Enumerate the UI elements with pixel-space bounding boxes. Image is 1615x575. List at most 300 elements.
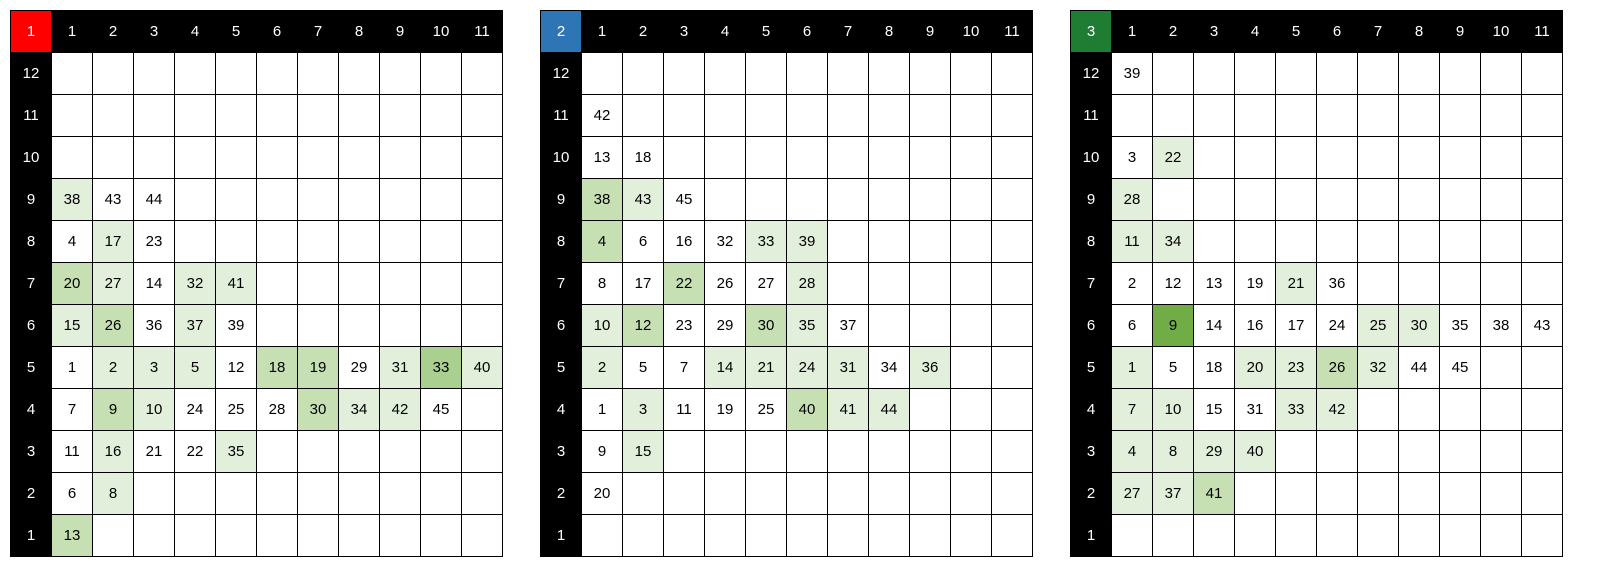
grid-cell bbox=[462, 221, 503, 263]
grid-cell bbox=[257, 137, 298, 179]
grid-cell bbox=[869, 179, 910, 221]
row-header: 12 bbox=[541, 53, 582, 95]
grid-cell: 4 bbox=[52, 221, 93, 263]
grid-cell bbox=[1317, 137, 1358, 179]
column-header: 10 bbox=[421, 11, 462, 53]
grid-cell bbox=[1235, 137, 1276, 179]
grid-cell: 12 bbox=[623, 305, 664, 347]
grid-cell bbox=[1522, 137, 1563, 179]
grid-cell bbox=[664, 95, 705, 137]
column-header-row bbox=[1071, 11, 1563, 53]
grid-cell bbox=[52, 137, 93, 179]
grid-cell: 26 bbox=[705, 263, 746, 305]
grid-cell bbox=[992, 137, 1033, 179]
row-header: 10 bbox=[541, 137, 582, 179]
grid-cell: 9 bbox=[93, 389, 134, 431]
grid-cell bbox=[380, 53, 421, 95]
grid-cell bbox=[746, 95, 787, 137]
grid-cell bbox=[746, 53, 787, 95]
grid-cell bbox=[1440, 473, 1481, 515]
grid-cell bbox=[746, 473, 787, 515]
grid-cell bbox=[623, 515, 664, 557]
grid-cell bbox=[134, 515, 175, 557]
column-header: 7 bbox=[828, 11, 869, 53]
grid-cell: 42 bbox=[380, 389, 421, 431]
grid-cell: 38 bbox=[52, 179, 93, 221]
grid-cell bbox=[339, 515, 380, 557]
row-header: 11 bbox=[1071, 95, 1112, 137]
grid-cell bbox=[1276, 53, 1317, 95]
grid-cell: 1 bbox=[582, 389, 623, 431]
grid-row bbox=[1071, 431, 1563, 473]
grid-cell bbox=[951, 389, 992, 431]
grid-cell bbox=[992, 389, 1033, 431]
grid-cell bbox=[1399, 473, 1440, 515]
grid-cell bbox=[992, 179, 1033, 221]
grid-cell bbox=[910, 515, 951, 557]
grid-cell bbox=[869, 137, 910, 179]
grid-cell bbox=[746, 515, 787, 557]
grid-cell: 42 bbox=[582, 95, 623, 137]
grid-cell bbox=[992, 95, 1033, 137]
grid-cell: 45 bbox=[664, 179, 705, 221]
row-header: 12 bbox=[1071, 53, 1112, 95]
row-header: 3 bbox=[541, 431, 582, 473]
column-header: 4 bbox=[705, 11, 746, 53]
grid-cell bbox=[1399, 95, 1440, 137]
column-header: 3 bbox=[1194, 11, 1235, 53]
grid-cell bbox=[1399, 137, 1440, 179]
column-header: 2 bbox=[93, 11, 134, 53]
grid-row bbox=[541, 515, 1033, 557]
grid-cell bbox=[1317, 53, 1358, 95]
grid-cell: 16 bbox=[1235, 305, 1276, 347]
grid-cell bbox=[1358, 263, 1399, 305]
grid-cell bbox=[705, 53, 746, 95]
column-header: 3 bbox=[664, 11, 705, 53]
grid-cell bbox=[828, 263, 869, 305]
grid-cell: 45 bbox=[421, 389, 462, 431]
column-header: 4 bbox=[175, 11, 216, 53]
row-header: 4 bbox=[541, 389, 582, 431]
grid-cell bbox=[705, 95, 746, 137]
grid-cell bbox=[421, 473, 462, 515]
grid-cell: 8 bbox=[582, 263, 623, 305]
row-header: 11 bbox=[541, 95, 582, 137]
column-header: 5 bbox=[746, 11, 787, 53]
grid-cell bbox=[298, 263, 339, 305]
grid-cell bbox=[298, 221, 339, 263]
grid-cell: 35 bbox=[216, 431, 257, 473]
grid-cell bbox=[298, 431, 339, 473]
grid-row bbox=[11, 473, 503, 515]
grid-cell: 2 bbox=[93, 347, 134, 389]
grid-cell bbox=[298, 473, 339, 515]
column-header: 11 bbox=[1522, 11, 1563, 53]
grid-cell: 23 bbox=[1276, 347, 1317, 389]
grid-cell bbox=[134, 473, 175, 515]
grid-cell bbox=[462, 305, 503, 347]
row-header: 9 bbox=[541, 179, 582, 221]
grid-cell bbox=[664, 137, 705, 179]
grid-cell bbox=[787, 53, 828, 95]
grid-cell bbox=[664, 53, 705, 95]
grid-cell bbox=[1399, 515, 1440, 557]
grid-cell: 32 bbox=[175, 263, 216, 305]
column-header: 8 bbox=[339, 11, 380, 53]
grid-cell: 43 bbox=[93, 179, 134, 221]
grid-cell bbox=[951, 515, 992, 557]
grid-cell: 36 bbox=[134, 305, 175, 347]
grid-cell: 22 bbox=[664, 263, 705, 305]
row-header: 6 bbox=[1071, 305, 1112, 347]
grid-cell bbox=[910, 179, 951, 221]
grid-cell bbox=[339, 137, 380, 179]
grid-cell bbox=[951, 347, 992, 389]
grid-cell: 32 bbox=[1358, 347, 1399, 389]
grid-cell bbox=[910, 473, 951, 515]
grid-row bbox=[1071, 473, 1563, 515]
column-header: 8 bbox=[869, 11, 910, 53]
column-header: 6 bbox=[1317, 11, 1358, 53]
grid-cell: 18 bbox=[1194, 347, 1235, 389]
grid-cell: 22 bbox=[1153, 137, 1194, 179]
row-header: 9 bbox=[11, 179, 52, 221]
grid-cell bbox=[746, 179, 787, 221]
grid-cell: 15 bbox=[52, 305, 93, 347]
grid-row bbox=[11, 179, 503, 221]
grid-cell bbox=[1399, 53, 1440, 95]
grid-cell: 39 bbox=[216, 305, 257, 347]
grid-cell: 42 bbox=[1317, 389, 1358, 431]
grid-cell bbox=[380, 305, 421, 347]
grid-cell bbox=[339, 473, 380, 515]
grid-cell bbox=[869, 221, 910, 263]
grid-cell bbox=[664, 473, 705, 515]
grid-cell bbox=[623, 473, 664, 515]
grid-cell bbox=[1276, 179, 1317, 221]
grid-cell: 17 bbox=[93, 221, 134, 263]
grid-row bbox=[541, 389, 1033, 431]
grid-cell bbox=[1481, 515, 1522, 557]
grid-cell bbox=[298, 53, 339, 95]
grid-cell bbox=[380, 137, 421, 179]
grid-cell bbox=[1235, 95, 1276, 137]
grid-cell: 7 bbox=[52, 389, 93, 431]
grid-cell: 44 bbox=[1399, 347, 1440, 389]
grid-cell bbox=[869, 95, 910, 137]
grid-cell bbox=[951, 263, 992, 305]
grid-cell bbox=[1112, 95, 1153, 137]
grid-cell: 13 bbox=[52, 515, 93, 557]
grid-cell bbox=[216, 137, 257, 179]
grid-cell: 16 bbox=[93, 431, 134, 473]
grid-cell: 5 bbox=[1153, 347, 1194, 389]
grid-cell: 44 bbox=[869, 389, 910, 431]
row-header: 8 bbox=[541, 221, 582, 263]
grid-cell bbox=[828, 53, 869, 95]
column-header-row bbox=[541, 11, 1033, 53]
grid-cell bbox=[1194, 515, 1235, 557]
grid-cell: 4 bbox=[1112, 431, 1153, 473]
grid-cell: 29 bbox=[339, 347, 380, 389]
grid-cell bbox=[951, 53, 992, 95]
grid-row bbox=[1071, 305, 1563, 347]
row-header: 1 bbox=[11, 515, 52, 557]
grid-cell bbox=[462, 95, 503, 137]
grid-cell bbox=[1481, 137, 1522, 179]
grid-cell bbox=[1481, 263, 1522, 305]
grid-cell bbox=[1235, 515, 1276, 557]
grid-cell bbox=[380, 179, 421, 221]
column-header: 11 bbox=[462, 11, 503, 53]
grid-row bbox=[1071, 515, 1563, 557]
grid-cell bbox=[462, 179, 503, 221]
row-header: 12 bbox=[11, 53, 52, 95]
grid-cell: 22 bbox=[175, 431, 216, 473]
row-header: 5 bbox=[541, 347, 582, 389]
grid-cell bbox=[421, 263, 462, 305]
grid-cell: 12 bbox=[1153, 263, 1194, 305]
grid-cell: 1 bbox=[52, 347, 93, 389]
grid-cell: 35 bbox=[1440, 305, 1481, 347]
grid-cell bbox=[992, 221, 1033, 263]
grid-cell: 39 bbox=[787, 221, 828, 263]
column-header-row bbox=[11, 11, 503, 53]
grid-row bbox=[11, 431, 503, 473]
grid-cell: 20 bbox=[52, 263, 93, 305]
grid-cell: 32 bbox=[705, 221, 746, 263]
grid-cell: 28 bbox=[1112, 179, 1153, 221]
grid-cell: 24 bbox=[175, 389, 216, 431]
grid-cell: 18 bbox=[623, 137, 664, 179]
grid-cell bbox=[1317, 473, 1358, 515]
grid-cell: 3 bbox=[134, 347, 175, 389]
grid-cell bbox=[339, 305, 380, 347]
grid-cell bbox=[1399, 389, 1440, 431]
grid-cell: 10 bbox=[1153, 389, 1194, 431]
grid-cell bbox=[746, 137, 787, 179]
grid-cell: 37 bbox=[175, 305, 216, 347]
grid-cell: 23 bbox=[134, 221, 175, 263]
row-header: 4 bbox=[11, 389, 52, 431]
grid-cell: 11 bbox=[1112, 221, 1153, 263]
grid-cell: 11 bbox=[664, 389, 705, 431]
grid-cell bbox=[1481, 179, 1522, 221]
grid-cell bbox=[1440, 389, 1481, 431]
grid-cell bbox=[1194, 95, 1235, 137]
column-header: 9 bbox=[380, 11, 421, 53]
grid-cell bbox=[1440, 221, 1481, 263]
grid-cell: 31 bbox=[1235, 389, 1276, 431]
grid-row bbox=[541, 221, 1033, 263]
grid-cell bbox=[951, 305, 992, 347]
row-header: 1 bbox=[541, 515, 582, 557]
grid-cell bbox=[1153, 53, 1194, 95]
grid-cell bbox=[257, 515, 298, 557]
grid-cell bbox=[339, 263, 380, 305]
grid-cell bbox=[462, 389, 503, 431]
grid-cell: 37 bbox=[828, 305, 869, 347]
column-header: 9 bbox=[1440, 11, 1481, 53]
grid-cell: 30 bbox=[298, 389, 339, 431]
grid-cell bbox=[298, 95, 339, 137]
grid-cell: 2 bbox=[1112, 263, 1153, 305]
row-header: 2 bbox=[541, 473, 582, 515]
row-header: 9 bbox=[1071, 179, 1112, 221]
grid-cell bbox=[1358, 53, 1399, 95]
grid-row bbox=[11, 53, 503, 95]
grid-cell bbox=[869, 263, 910, 305]
grid-cell: 26 bbox=[1317, 347, 1358, 389]
grid-cell bbox=[1276, 515, 1317, 557]
grid-cell bbox=[134, 137, 175, 179]
grid-cell: 3 bbox=[623, 389, 664, 431]
row-header: 5 bbox=[1071, 347, 1112, 389]
grid-cell bbox=[257, 305, 298, 347]
grid-cell: 37 bbox=[1153, 473, 1194, 515]
grid-cell bbox=[1276, 473, 1317, 515]
grid-cell: 18 bbox=[257, 347, 298, 389]
grid-cell: 4 bbox=[582, 221, 623, 263]
grid-cell bbox=[421, 221, 462, 263]
grid-row bbox=[1071, 53, 1563, 95]
grid-cell bbox=[1481, 473, 1522, 515]
grid-cell bbox=[1481, 389, 1522, 431]
grid-cell bbox=[462, 515, 503, 557]
row-header: 6 bbox=[11, 305, 52, 347]
grid-cell bbox=[175, 473, 216, 515]
grid-cell: 41 bbox=[828, 389, 869, 431]
grid-cell bbox=[828, 179, 869, 221]
grid-cell bbox=[951, 221, 992, 263]
grid-row bbox=[11, 95, 503, 137]
grid-cell: 26 bbox=[93, 305, 134, 347]
grid-cell bbox=[1440, 53, 1481, 95]
grid-cell bbox=[582, 515, 623, 557]
grid-cell: 28 bbox=[787, 263, 828, 305]
grid-row bbox=[541, 137, 1033, 179]
grid-cell bbox=[910, 305, 951, 347]
grid-row bbox=[11, 221, 503, 263]
grid-cell bbox=[828, 515, 869, 557]
grid-cell bbox=[421, 431, 462, 473]
grid-cell: 24 bbox=[1317, 305, 1358, 347]
grid-cell bbox=[1522, 473, 1563, 515]
grid-cell bbox=[705, 137, 746, 179]
grid-cell bbox=[1194, 137, 1235, 179]
grid-cell bbox=[257, 221, 298, 263]
grid-cell bbox=[175, 179, 216, 221]
row-header: 10 bbox=[11, 137, 52, 179]
grid-cell: 14 bbox=[705, 347, 746, 389]
grid-cell: 12 bbox=[216, 347, 257, 389]
grid-cell bbox=[1358, 221, 1399, 263]
grid-row bbox=[11, 263, 503, 305]
grid-cell bbox=[339, 95, 380, 137]
grid-cell bbox=[664, 431, 705, 473]
grid-cell: 29 bbox=[1194, 431, 1235, 473]
column-header: 10 bbox=[1481, 11, 1522, 53]
grid-cell: 3 bbox=[1112, 137, 1153, 179]
grid-cell: 13 bbox=[582, 137, 623, 179]
grid-cell bbox=[257, 263, 298, 305]
grid-cell bbox=[216, 95, 257, 137]
grid-cell bbox=[992, 305, 1033, 347]
grid-cell: 33 bbox=[421, 347, 462, 389]
grid-row bbox=[541, 431, 1033, 473]
grid-cell bbox=[1399, 431, 1440, 473]
grid-cell: 10 bbox=[134, 389, 175, 431]
grid-cell: 20 bbox=[582, 473, 623, 515]
grid-cell bbox=[339, 221, 380, 263]
grid-cell bbox=[1399, 263, 1440, 305]
grid-row bbox=[11, 515, 503, 557]
grid-cell: 14 bbox=[134, 263, 175, 305]
grid-cell bbox=[951, 137, 992, 179]
grid-row bbox=[1071, 137, 1563, 179]
grid-cell bbox=[1440, 515, 1481, 557]
grid-cell bbox=[421, 95, 462, 137]
grid-cell bbox=[298, 515, 339, 557]
grid-cell bbox=[1317, 179, 1358, 221]
grid-cell bbox=[257, 95, 298, 137]
grid-cell bbox=[175, 53, 216, 95]
column-header: 7 bbox=[298, 11, 339, 53]
column-header: 10 bbox=[951, 11, 992, 53]
grid-cell bbox=[1522, 53, 1563, 95]
grid-cell bbox=[421, 137, 462, 179]
grid-cell bbox=[828, 95, 869, 137]
grid-cell bbox=[1317, 515, 1358, 557]
grid-cell bbox=[1194, 53, 1235, 95]
column-header: 11 bbox=[992, 11, 1033, 53]
grid-cell bbox=[787, 95, 828, 137]
grid-cell: 36 bbox=[1317, 263, 1358, 305]
grid-cell bbox=[992, 53, 1033, 95]
grid-cell: 20 bbox=[1235, 347, 1276, 389]
grid-row bbox=[541, 473, 1033, 515]
grid-cell: 19 bbox=[298, 347, 339, 389]
grid-cell bbox=[951, 179, 992, 221]
grid-cell: 16 bbox=[664, 221, 705, 263]
grid-cell bbox=[421, 305, 462, 347]
grid-cell: 9 bbox=[582, 431, 623, 473]
grid-cell: 41 bbox=[216, 263, 257, 305]
grid-cell bbox=[1522, 347, 1563, 389]
grid-cell: 17 bbox=[1276, 305, 1317, 347]
grid-cell bbox=[787, 473, 828, 515]
grid-cell bbox=[1481, 347, 1522, 389]
grid-cell: 39 bbox=[1112, 53, 1153, 95]
row-header: 3 bbox=[1071, 431, 1112, 473]
grid-cell bbox=[787, 137, 828, 179]
column-header: 5 bbox=[216, 11, 257, 53]
grid-cell: 24 bbox=[787, 347, 828, 389]
grid-cell bbox=[421, 53, 462, 95]
grid-cell: 13 bbox=[1194, 263, 1235, 305]
grid-cell bbox=[1481, 221, 1522, 263]
grid-cell bbox=[787, 431, 828, 473]
row-header: 8 bbox=[1071, 221, 1112, 263]
grid-row bbox=[11, 137, 503, 179]
row-header: 2 bbox=[11, 473, 52, 515]
grid-cell: 33 bbox=[1276, 389, 1317, 431]
grid-cell: 40 bbox=[1235, 431, 1276, 473]
grid-cell bbox=[869, 473, 910, 515]
grid-cell: 34 bbox=[339, 389, 380, 431]
grid-row bbox=[1071, 179, 1563, 221]
